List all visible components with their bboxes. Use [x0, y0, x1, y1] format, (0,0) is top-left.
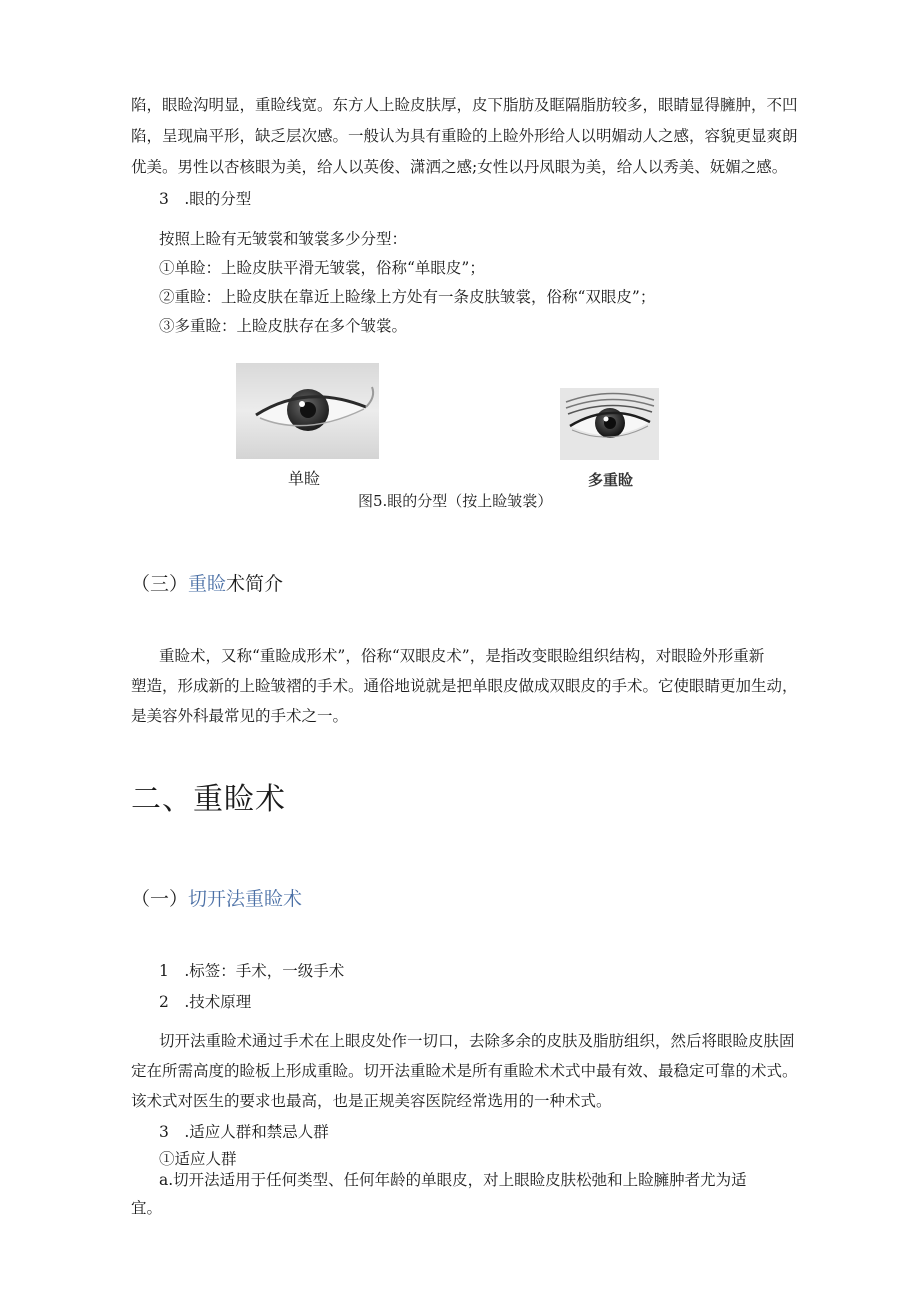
eye-type-item-1: ①单睑：上睑皮肤平滑无皱裳，俗称“单眼皮”； [159, 259, 485, 277]
section-1-heading-prefix: （一） [131, 888, 189, 910]
section-1-item-1: 1 .标签：手术，一级手术 [159, 962, 345, 980]
section-1-heading [131, 886, 302, 912]
chapter-2-title: 二、重睑术 [131, 782, 286, 817]
section-3-heading-accent: 重睑 [188, 573, 227, 595]
section-1-item-3: 3 .适应人群和禁忌人群 [159, 1123, 329, 1141]
figure-caption: 图5.眼的分型（按上睑皱裳） [358, 492, 553, 510]
section-3-para-line-1: 重睑术，又称“重睑成形术”，俗称“双眼皮术”，是指改变眼睑组织结构，对眼睑外形重新 [159, 647, 765, 665]
eye-types-lead: 按照上睑有无皱裳和皱裳多少分型： [159, 230, 408, 248]
section-1-sub-1: ①适应人群 [159, 1150, 237, 1168]
figure-label-single: 单睑 [288, 469, 321, 488]
eye-types-heading: 3 .眼的分型 [159, 190, 252, 208]
intro-line-3: 优美。男性以杏核眼为美，给人以英俊、潇洒之感;女性以丹凤眼为美，给人以秀美、妩媚之感。 [131, 158, 788, 176]
section-3-heading-suffix: 术简介 [226, 573, 284, 595]
multiple-eyelid-image [560, 388, 659, 460]
section-1-a-line-1: a.切开法适用于任何类型、任何年龄的单眼皮，对上眼睑皮肤松弛和上睑臃肿者尤为适 [159, 1171, 747, 1189]
eye-type-item-3: ③多重睑：上睑皮肤存在多个皱裳。 [159, 317, 408, 335]
eye-type-item-2: ②重睑：上睑皮肤在靠近上睑缘上方处有一条皮肤皱裳，俗称“双眼皮”； [159, 288, 656, 306]
section-1-heading-accent: 切开法重睑术 [188, 888, 303, 910]
section-1-item-2: 2 .技术原理 [159, 993, 252, 1011]
section-1-a-line-2: 宜。 [131, 1199, 163, 1217]
section-3-para-line-3: 是美容外科最常见的手术之一。 [131, 707, 349, 725]
section-1-para-line-1: 切开法重睑术通过手术在上眼皮处作一切口，去除多余的皮肤及脂肪组织，然后将眼睑皮肤固 [159, 1032, 795, 1050]
section-3-heading [131, 571, 283, 597]
intro-line-1: 陷，眼睑沟明显，重睑线宽。东方人上睑皮肤厚，皮下脂肪及眶隔脂肪较多，眼睛显得臃肿，不凹 [131, 96, 798, 114]
intro-line-2: 陷，呈现扁平形，缺乏层次感。一般认为具有重睑的上睑外形给人以明媚动人之感，容貌更显爽朗 [131, 127, 798, 145]
section-1-para-line-2: 定在所需高度的睑板上形成重睑。切开法重睑术是所有重睑术术式中最有效、最稳定可靠的术式。 [131, 1062, 798, 1080]
section-3-para-line-2: 塑造，形成新的上睑皱褶的手术。通俗地说就是把单眼皮做成双眼皮的手术。它使眼睛更加生动， [131, 677, 798, 695]
figure-label-multiple: 多重睑 [588, 471, 634, 489]
section-1-para-line-3: 该术式对医生的要求也最高，也是正规美容医院经常选用的一种术式。 [131, 1092, 612, 1110]
single-eyelid-image [236, 363, 379, 459]
section-3-heading-prefix: （三） [131, 573, 189, 595]
